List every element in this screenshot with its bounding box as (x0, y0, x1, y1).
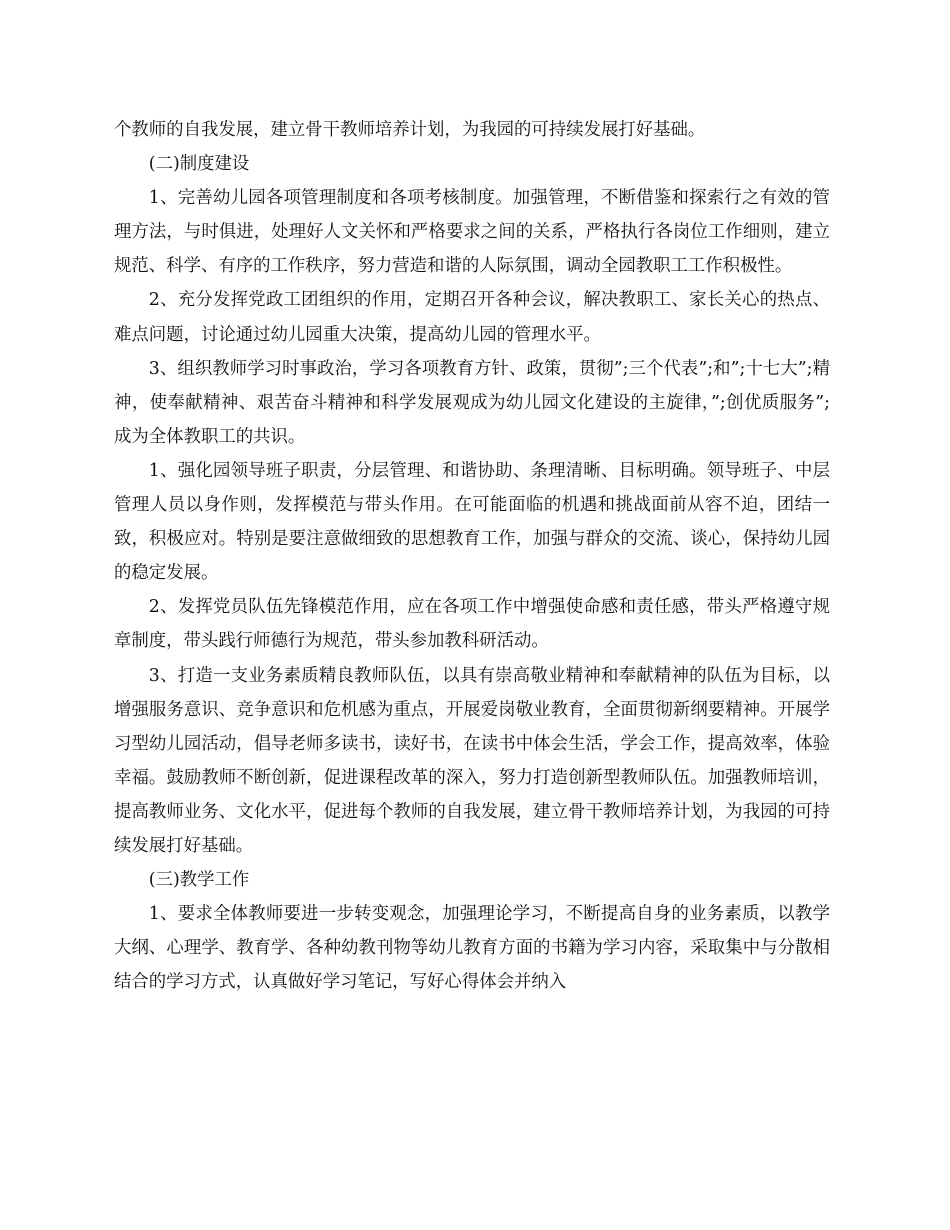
paragraph: 3、组织教师学习时事政治，学习各项教育方针、政策，贯彻”;三个代表”;和”;十七大”;精神，使奉献精神、艰苦奋斗精神和科学发展观成为幼儿园文化建设的主旋律，”;创优质服务”;成为全体教职工的共识。 (114, 358, 830, 447)
document-body (114, 113, 830, 999)
paragraph: 1、完善幼儿园各项管理制度和各项考核制度。加强管理，不断借鉴和探索行之有效的管理方法，与时俱进，处理好人文关怀和严格要求之间的关系，严格执行各岗位工作细则，建立规范、科学、有序的工作秩序，努力营造和谐的人际氛围，调动全园教职工工作积极性。 (114, 188, 830, 277)
section-heading-system-construction: (二)制度建设 (148, 154, 250, 175)
paragraph: 2、充分发挥党政工团组织的作用，定期召开各种会议，解决教职工、家长关心的热点、难点问题，讨论通过幼儿园重大决策，提高幼儿园的管理水平。 (114, 290, 830, 345)
paragraph: 2、发挥党员队伍先锋模范作用，应在各项工作中增强使命感和责任感，带头严格遵守规章制度，带头践行师德行为规范，带头参加教科研活动。 (114, 597, 830, 652)
paragraph: 1、要求全体教师要进一步转变观念，加强理论学习，不断提高自身的业务素质，以教学大纲、心理学、教育学、各种幼教刊物等幼儿教育方面的书籍为学习内容，采取集中与分散相结合的学习方式，认真做好学习笔记，写好心得体会并纳入 (114, 904, 830, 993)
section-heading-teaching-work: (三)教学工作 (148, 870, 250, 891)
paragraph: 1、强化园领导班子职责，分层管理、和谐协助、条理清晰、目标明确。领导班子、中层管理人员以身作则，发挥模范与带头作用。在可能面临的机遇和挑战面前从容不迫，团结一致，积极应对。特别是要注意做细致的思想教育工作，加强与群众的交流、谈心，保持幼儿园的稳定发展。 (114, 460, 830, 584)
paragraph-continuation: 个教师的自我发展，建立骨干教师培养计划，为我园的可持续发展打好基础。 (114, 120, 706, 140)
paragraph: 3、打造一支业务素质精良教师队伍，以具有崇高敬业精神和奉献精神的队伍为目标，以增强服务意识、竞争意识和危机感为重点，开展爱岗敬业教育，全面贯彻新纲要精神。开展学习型幼儿园活动，倡导老师多读书，读好书，在读书中体会生活，学会工作，提高效率，体验幸福。鼓励教师不断创新，促进课程改革的深入，努力打造创新型教师队伍。加强教师培训，提高教师业务、文化水平，促进每个教师的自我发展，建立骨干教师培养计划，为我园的可持续发展打好基础。 (114, 665, 830, 856)
